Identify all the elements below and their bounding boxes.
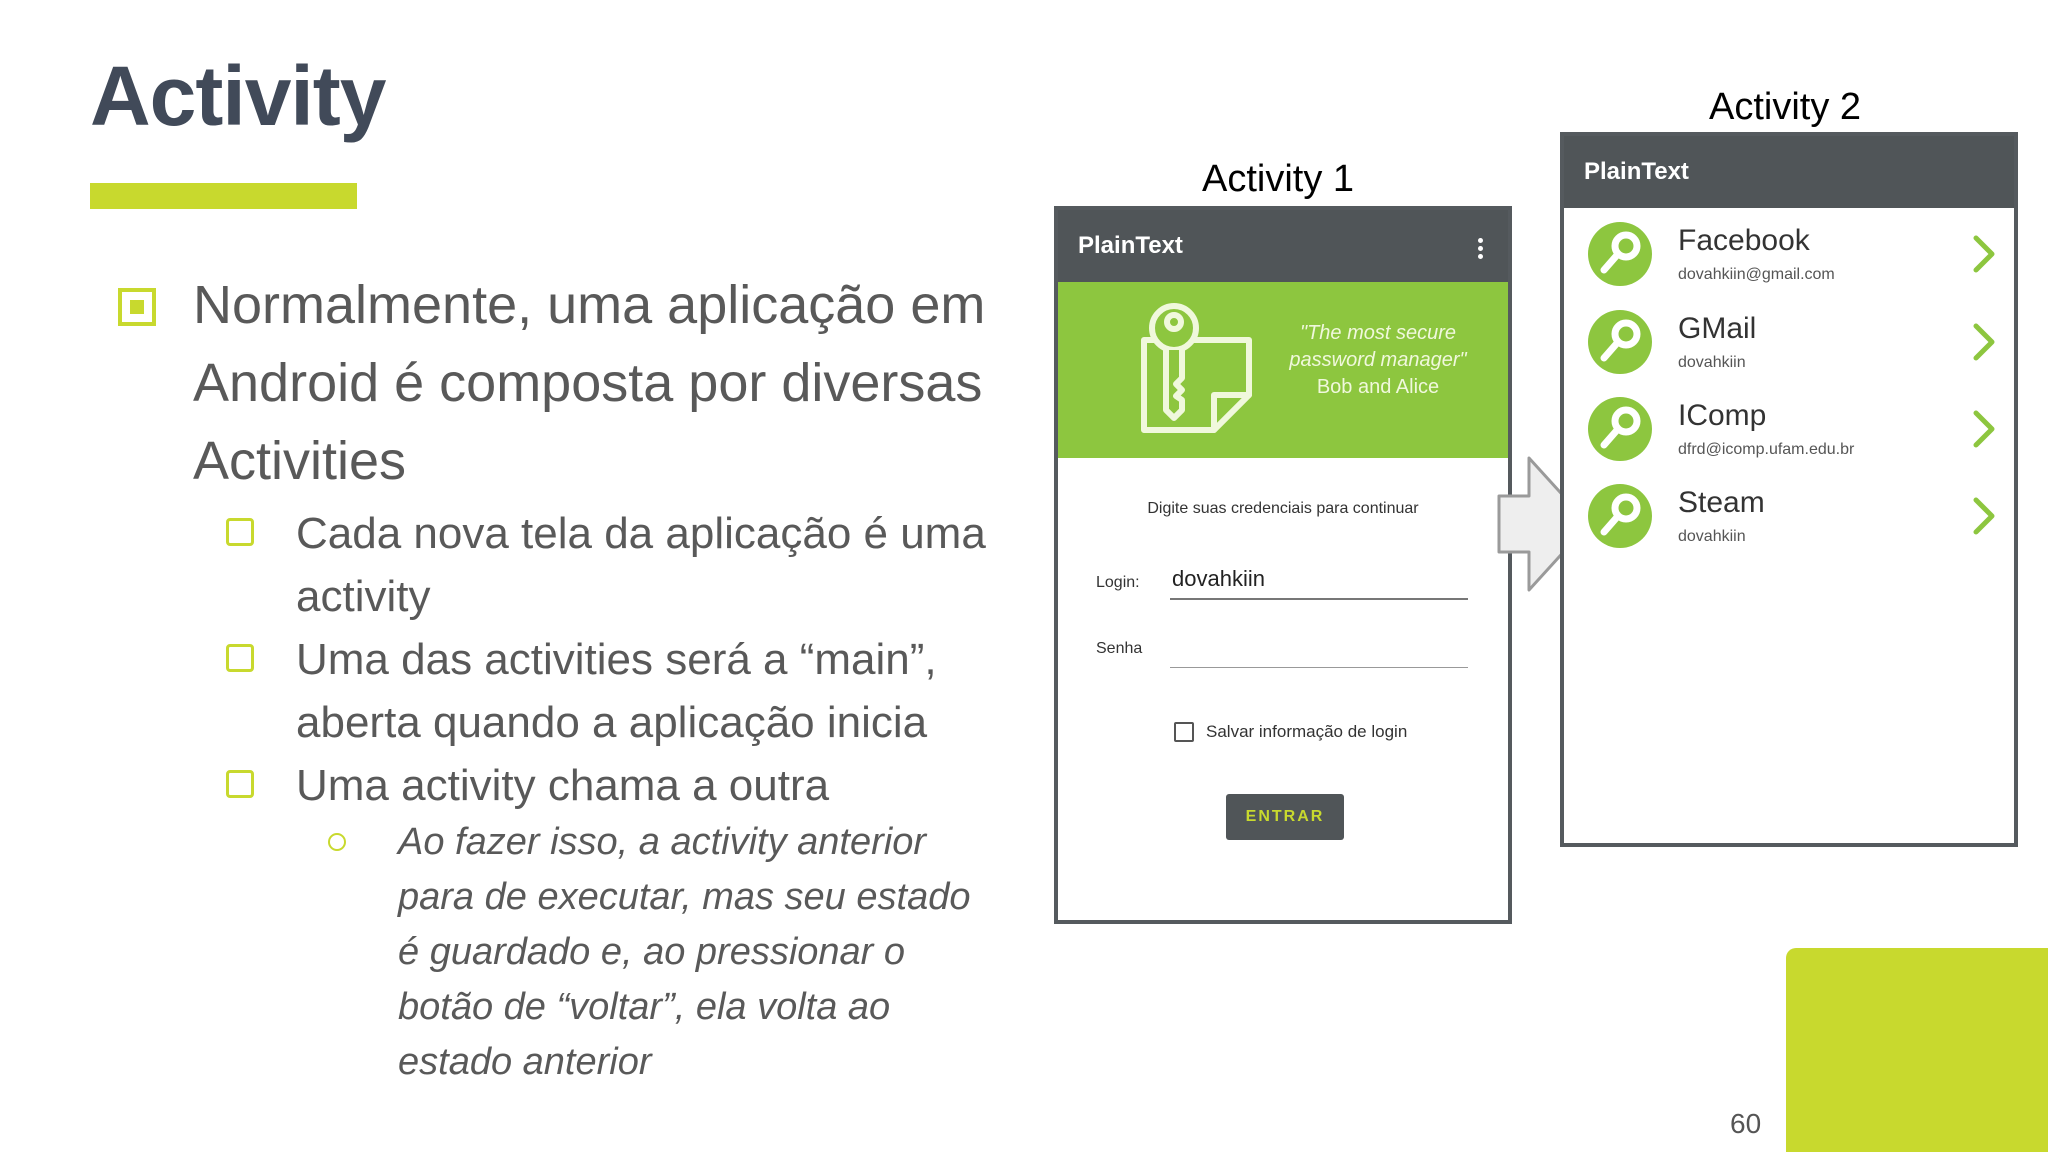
- app-bar: [1058, 210, 1508, 282]
- bullet-level3-text: Ao fazer isso, a activity anterior para de executar, mas seu estado é guardado e, ao pressionar o botão de “voltar”, ela volta ao estado anterior: [398, 821, 971, 1083]
- key-icon: [1588, 310, 1652, 374]
- list-item[interactable]: [1564, 300, 2014, 388]
- list-item-subtitle: dovahkiin@gmail.com: [1678, 266, 1835, 283]
- activity2-screenshot: [1560, 132, 2018, 847]
- password-label: Senha: [1096, 640, 1143, 657]
- list-item-subtitle: dovahkiin: [1678, 354, 1746, 371]
- list-item-title: GMail: [1678, 312, 1757, 345]
- hero-quote-text: "The most secure password manager": [1289, 322, 1467, 371]
- activity1-screenshot: [1054, 206, 1512, 924]
- app-bar: [1564, 136, 2014, 208]
- key-document-icon: [1124, 300, 1254, 442]
- login-label: Login:: [1096, 574, 1140, 591]
- chevron-right-icon: [1972, 409, 1996, 449]
- login-field[interactable]: dovahkiin: [1170, 566, 1468, 600]
- bullet-level2-text: Cada nova tela da aplicação é uma activity: [296, 509, 986, 621]
- login-instructions: Digite suas credenciais para continuar: [1147, 500, 1419, 517]
- key-icon: [1588, 484, 1652, 548]
- more-vert-icon[interactable]: [1478, 238, 1484, 260]
- enter-button[interactable]: ENTRAR: [1226, 794, 1344, 840]
- chevron-right-icon: [1972, 322, 1996, 362]
- remember-login-checkbox[interactable]: [1174, 722, 1194, 742]
- bullet-level2-text: Uma activity chama a outra: [296, 761, 830, 810]
- list-item-subtitle: dfrd@icomp.ufam.edu.br: [1678, 441, 1855, 458]
- hollow-square-bullet-icon: [226, 518, 254, 546]
- key-icon: [1588, 397, 1652, 461]
- hollow-square-bullet-icon: [226, 770, 254, 798]
- chevron-right-icon: [1972, 234, 1996, 274]
- hero-banner: [1058, 282, 1508, 458]
- title-underline-bar: [90, 183, 357, 209]
- square-bullet-icon: [118, 288, 156, 326]
- list-item-title: IComp: [1678, 399, 1767, 432]
- activity1-label: Activity 1: [1202, 158, 1355, 200]
- list-item[interactable]: [1564, 474, 2014, 562]
- chevron-right-icon: [1972, 496, 1996, 536]
- list-item-title: Facebook: [1678, 224, 1810, 257]
- activity2-label: Activity 2: [1709, 86, 1862, 128]
- hero-quote: [1278, 320, 1478, 401]
- app-title: PlainText: [1584, 158, 1689, 185]
- corner-accent-block: [1786, 948, 2048, 1152]
- app-title: PlainText: [1078, 232, 1183, 259]
- remember-login-label: Salvar informação de login: [1206, 722, 1408, 741]
- list-item-subtitle: dovahkiin: [1678, 528, 1746, 545]
- list-item[interactable]: [1564, 212, 2014, 300]
- list-item-title: Steam: [1678, 486, 1765, 519]
- hollow-square-bullet-icon: [226, 644, 254, 672]
- circle-bullet-icon: [328, 833, 346, 851]
- hero-quote-author: Bob and Alice: [1316, 376, 1440, 398]
- bullet-level1-text: Normalmente, uma aplicação em Android é composta por diversas Activities: [193, 275, 986, 491]
- key-icon: [1588, 222, 1652, 286]
- slide-title: Activity: [90, 49, 386, 143]
- bullet-level2-text: Uma das activities será a “main”, aberta quando a aplicação inicia: [296, 635, 937, 747]
- password-field[interactable]: [1170, 634, 1468, 668]
- page-number: 60: [1730, 1108, 1762, 1139]
- list-item[interactable]: [1564, 387, 2014, 475]
